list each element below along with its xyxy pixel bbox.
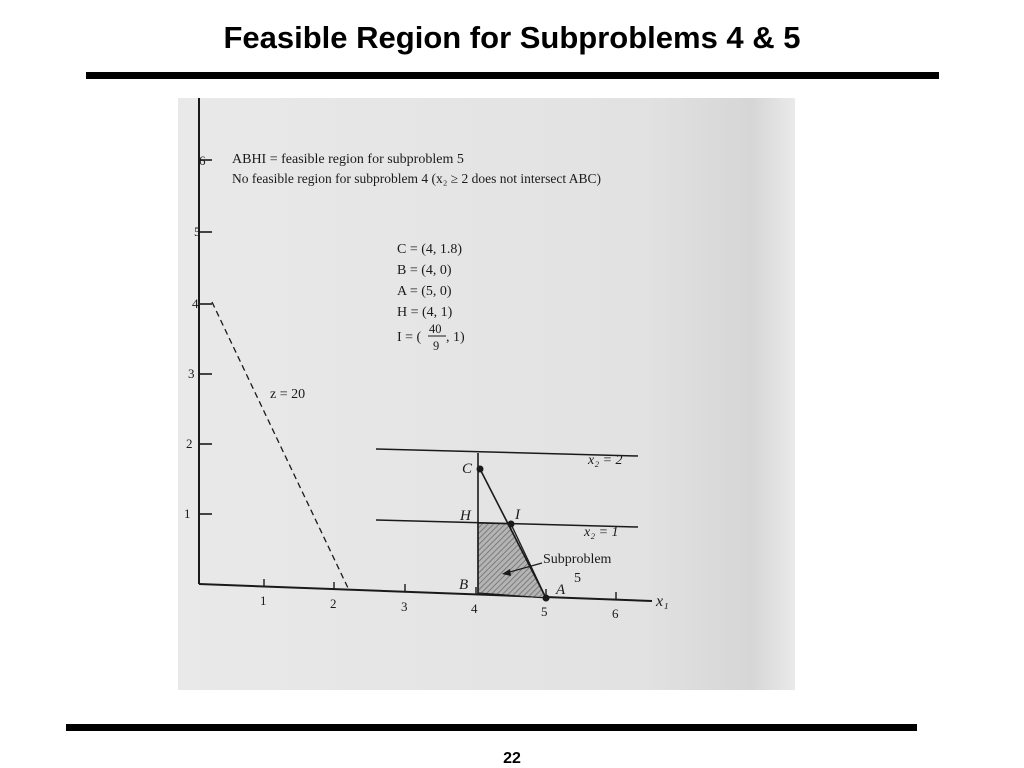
point-i-numerator: 40 [429, 322, 442, 336]
x-tick-label-5: 5 [541, 604, 548, 619]
y-tick-label-5: 5 [194, 224, 201, 239]
x-tick-label-2: 2 [330, 596, 337, 611]
point-i-suffix: , 1) [446, 330, 465, 345]
scanned-figure [178, 98, 795, 690]
vertex-label-b: B [459, 577, 469, 593]
vertex-i-dot [508, 521, 515, 528]
vertex-label-h: H [460, 508, 471, 524]
objective-line-label: z = 20 [270, 387, 306, 402]
x-tick-label-3: 3 [401, 599, 408, 614]
x-tick-label-6: 6 [612, 606, 619, 621]
title-divider [86, 72, 939, 79]
region-label-subproblem: Subproblem [543, 552, 612, 567]
vertex-label-a: A [556, 582, 566, 598]
point-b-definition: B = (4, 0) [397, 263, 452, 278]
feasible-region-diagram [178, 98, 795, 690]
legend-line-1: ABHI = feasible region for subproblem 5 [232, 152, 464, 167]
y-tick-label-3: 3 [188, 366, 195, 381]
y-tick-label-4: 4 [192, 296, 199, 311]
constraint-label-x2-eq-2: x₂ = 2 [588, 453, 623, 468]
y-tick-label-2: 2 [186, 436, 193, 451]
page-number: 22 [503, 750, 521, 767]
vertex-c-dot [477, 466, 484, 473]
point-c-definition: C = (4, 1.8) [397, 242, 463, 257]
point-i-denominator: 9 [433, 339, 440, 353]
x-axis-label: x₁ [656, 593, 669, 610]
y-tick-label-6: 6 [199, 153, 206, 168]
region-label-number: 5 [574, 571, 581, 586]
slide-title: Feasible Region for Subproblems 4 & 5 [223, 20, 801, 55]
constraint-label-x2-eq-1: x₂ = 1 [584, 525, 619, 540]
point-a-definition: A = (5, 0) [397, 284, 452, 299]
footer-divider [66, 724, 917, 731]
legend-line-2: No feasible region for subproblem 4 (x₂ ≥ 2 does not intersect ABC) [232, 171, 602, 186]
vertex-label-c: C [462, 461, 473, 477]
y-tick-label-1: 1 [184, 506, 191, 521]
vertex-a-dot [543, 595, 550, 602]
vertex-label-i: I [515, 507, 520, 523]
point-i-prefix: I = ( [397, 330, 422, 345]
point-h-definition: H = (4, 1) [397, 305, 453, 320]
x-tick-label-4: 4 [471, 601, 478, 616]
x-tick-label-1: 1 [260, 593, 267, 608]
